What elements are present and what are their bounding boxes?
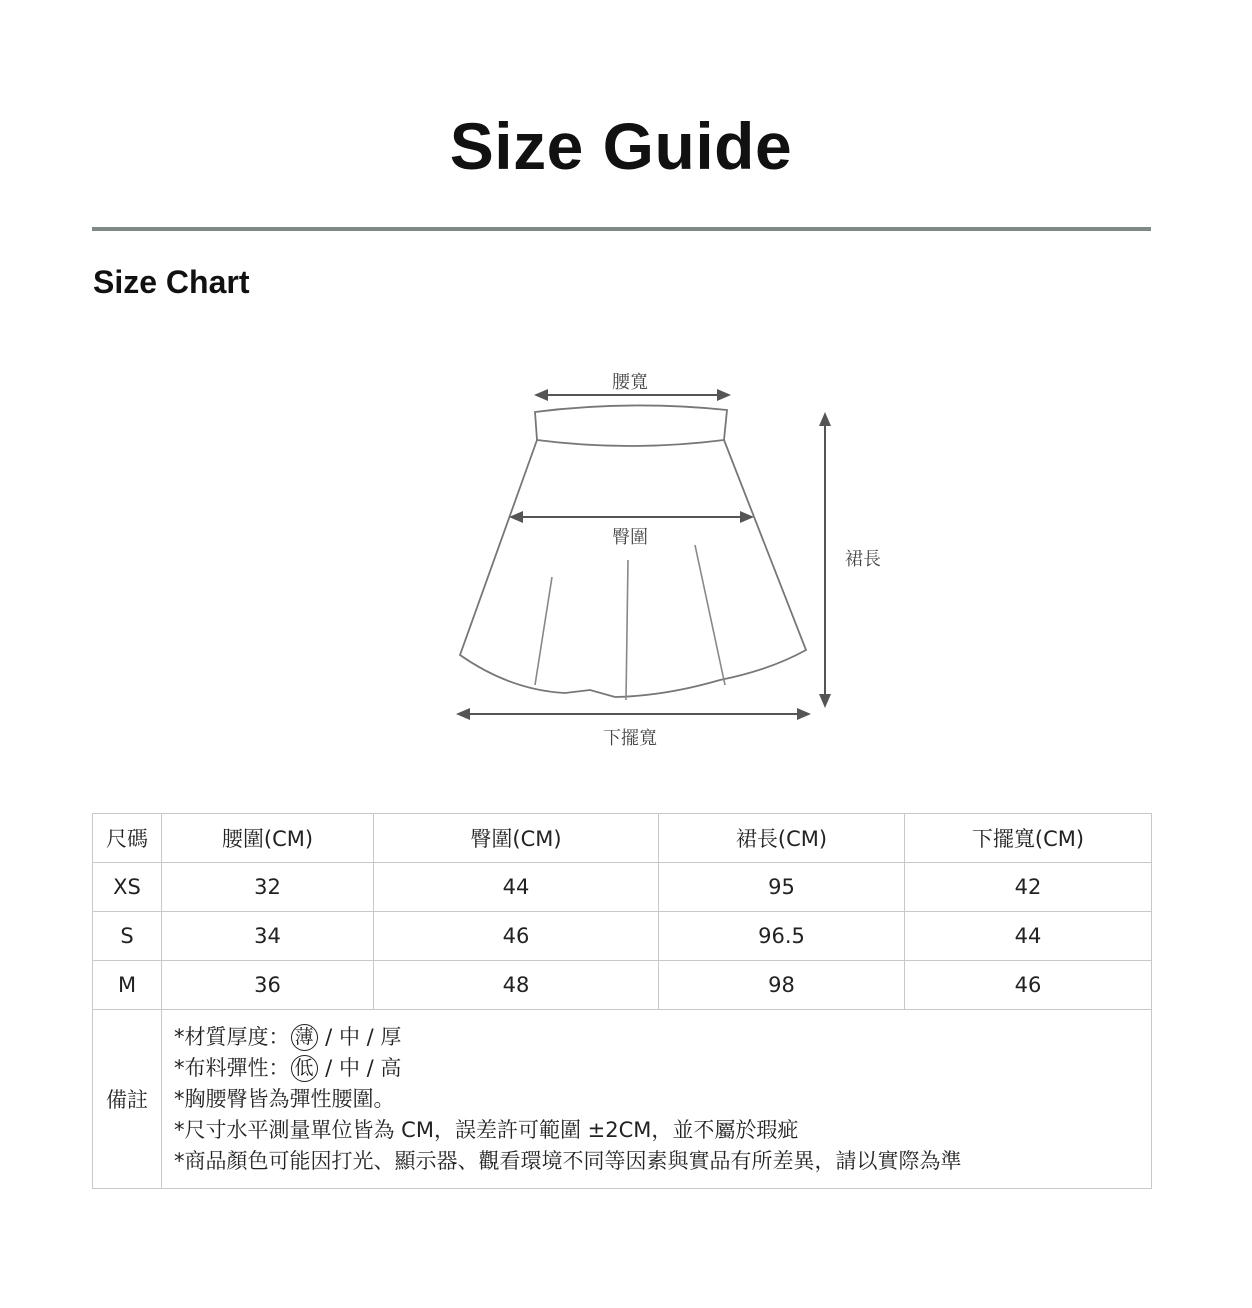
notes-cell [162,1010,1152,1189]
header-cell: 下擺寬(CM) [905,814,1152,863]
table-row [93,961,1152,1010]
hem-cell: 44 [905,912,1152,961]
skirt-outline [460,440,806,697]
skirt-diagram [440,360,900,760]
note-elasticity: *布料彈性： 低 / 中 / 高 [174,1053,1151,1084]
note-color: *商品顏色可能因打光、顯示器、觀看環境不同等因素與實品有所差異，請以實際為準 [174,1148,962,1173]
elasticity-option: 中 [338,1055,360,1080]
length-cell: 96.5 [659,912,905,961]
elasticity-option: 高 [380,1055,402,1080]
length-label: 裙長 [845,549,881,570]
section-title: Size Chart [93,264,250,300]
notes-label: 備註 [93,1010,162,1189]
note-thickness-prefix: *材質厚度： [174,1024,290,1049]
divider [92,227,1151,231]
thickness-option: 中 [338,1024,360,1049]
length-cell: 98 [659,961,905,1010]
selected-elasticity: 低 [291,1055,318,1082]
pleat-line [535,577,552,685]
thickness-option: 厚 [380,1024,402,1049]
waist-cell: 34 [162,912,374,961]
header-cell: 尺碼 [93,814,162,863]
header-cell: 臀圍(CM) [374,814,659,863]
waist-label: 腰寬 [612,372,648,393]
hem-cell: 46 [905,961,1152,1010]
table-row [93,863,1152,912]
hip-label: 臀圍 [612,527,648,548]
note-elastic-waist: *胸腰臀皆為彈性腰圍。 [174,1086,395,1111]
hip-cell: 44 [374,863,659,912]
length-cell: 95 [659,863,905,912]
size-cell: S [93,912,162,961]
size-cell: M [93,961,162,1010]
hip-cell: 48 [374,961,659,1010]
note-thickness: *材質厚度： 薄 / 中 / 厚 [174,1022,1151,1053]
table-row [93,912,1152,961]
pleat-line [626,560,628,700]
hem-cell: 42 [905,863,1152,912]
table-header-row [93,814,1152,863]
header-cell: 腰圍(CM) [162,814,374,863]
hem-label: 下擺寬 [603,728,657,749]
note-measurement: *尺寸水平測量單位皆為 CM，誤差許可範圍 ±2CM，並不屬於瑕疵 [174,1117,799,1142]
notes-row [93,1010,1152,1189]
page-title: Size Guide [449,109,793,183]
note-elasticity-prefix: *布料彈性： [174,1055,290,1080]
size-table [92,813,1152,1189]
selected-thickness: 薄 [291,1024,318,1051]
waistband-outline [535,405,727,446]
waist-cell: 32 [162,863,374,912]
size-cell: XS [93,863,162,912]
header-cell: 裙長(CM) [659,814,905,863]
skirt-illustration [440,360,900,760]
pleat-line [695,545,725,685]
waist-cell: 36 [162,961,374,1010]
hip-cell: 46 [374,912,659,961]
